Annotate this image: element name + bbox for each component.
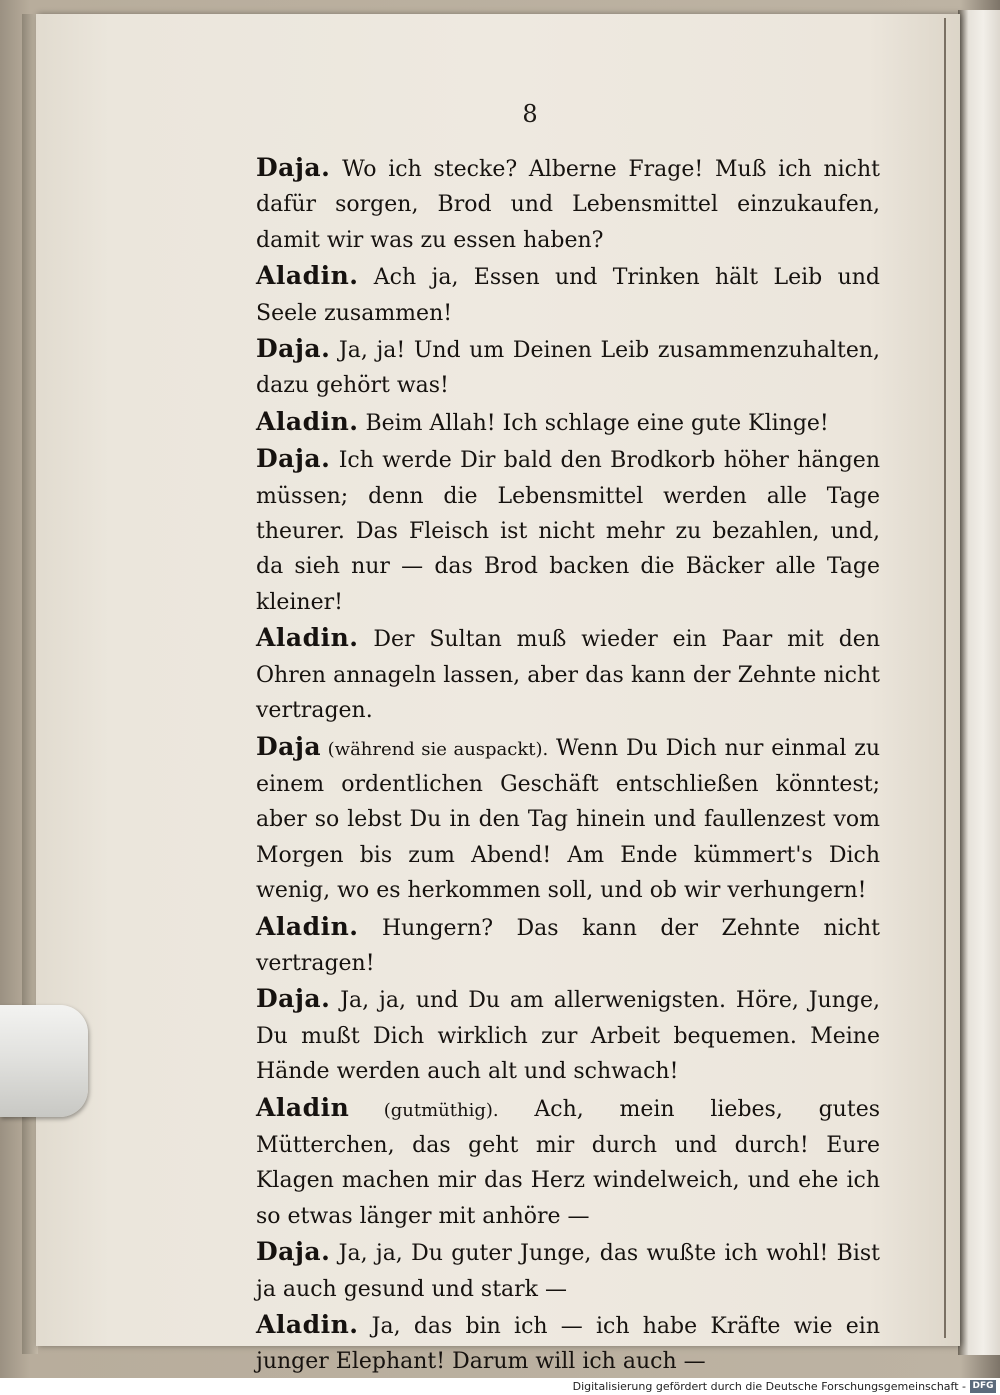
speaker-name: Aladin. bbox=[256, 911, 359, 941]
line-text: Ich werde Dir bald den Brodkorb höher hängen müssen; denn die Lebensmittel werden alle Tage theurer. Das Fleisch ist nicht mehr zu bezahlen, und, da sieh nur — das Brod backen die Bäcker alle Tage kleiner! bbox=[256, 448, 880, 615]
line-text: Ach, mein liebes, gutes Mütterchen, das geht mir durch und durch! Eure Klagen machen mir das Herz windelweich, und ehe ich so etwas länger mit anhöre — bbox=[256, 1096, 880, 1229]
speaker-name: Daja bbox=[256, 731, 322, 761]
funding-notice: Digitalisierung gefördert durch die Deutsche Forschungsgemeinschaft - bbox=[572, 1380, 966, 1393]
page-gutter bbox=[944, 18, 946, 1338]
dialogue-line bbox=[200, 620, 880, 728]
dialogue-line bbox=[200, 981, 880, 1089]
dialogue-line bbox=[200, 729, 880, 909]
dialogue-line bbox=[200, 150, 880, 258]
dialogue-line bbox=[200, 331, 880, 404]
line-text: Ach ja, Essen und Trinken hält Leib und Seele zusammen! bbox=[256, 265, 880, 326]
speaker-name: Daja. bbox=[256, 984, 331, 1014]
speaker-name: Aladin. bbox=[256, 406, 359, 436]
dialogue-text bbox=[200, 150, 880, 1380]
line-text: Ja, ja, Du guter Junge, das wußte ich wohl! Bist ja auch gesund und stark — bbox=[256, 1241, 880, 1302]
speaker-name: Aladin. bbox=[256, 261, 359, 291]
next-page-edge bbox=[958, 10, 1000, 1355]
dialogue-line bbox=[200, 1090, 880, 1235]
dialogue-line bbox=[200, 441, 880, 620]
dialogue-line bbox=[200, 258, 880, 331]
dfg-logo: DFG bbox=[970, 1380, 996, 1393]
dialogue-line bbox=[200, 1234, 880, 1307]
line-text: Hungern? Das kann der Zehnte nicht vertragen! bbox=[256, 915, 880, 976]
stage-direction: (während sie auspackt). bbox=[321, 738, 549, 760]
dialogue-line bbox=[200, 404, 880, 441]
line-text: Ja, ja! Und um Deinen Leib zusammenzuhalten, dazu gehört was! bbox=[256, 338, 880, 399]
line-text: Ja, ja, und Du am allerwenigsten. Höre, Junge, Du mußt Dich wirklich zur Arbeit bequemen. Meine Hände werden auch alt und schwach! bbox=[256, 988, 880, 1085]
speaker-name: Daja. bbox=[256, 1237, 331, 1267]
page-number: 8 bbox=[522, 100, 538, 128]
speaker-name: Daja. bbox=[256, 444, 331, 474]
line-text: Der Sultan muß wieder ein Paar mit den Ohren annageln lassen, aber das kann der Zehnte nicht vertragen. bbox=[256, 627, 880, 724]
line-text: Ja, das bin ich — ich habe Kräfte wie ein junger Elephant! Darum will ich auch — bbox=[256, 1314, 880, 1375]
speaker-name: Daja. bbox=[256, 153, 331, 182]
dialogue-line bbox=[200, 1307, 880, 1380]
dialogue-line bbox=[200, 909, 880, 982]
speaker-name: Daja. bbox=[256, 334, 331, 364]
speaker-name: Aladin bbox=[256, 1092, 350, 1122]
line-text: Beim Allah! Ich schlage eine gute Klinge! bbox=[358, 410, 829, 436]
speaker-name: Aladin. bbox=[256, 1310, 359, 1339]
page-clip bbox=[0, 1005, 88, 1117]
line-text: Wo ich stecke? Alberne Frage! Muß ich nicht dafür sorgen, Brod und Lebensmittel einzukaufen, damit wir was zu essen haben? bbox=[256, 157, 880, 253]
speaker-name: Aladin. bbox=[256, 623, 359, 653]
line-text: Wenn Du Dich nur einmal zu einem ordentlichen Geschäft entschließen könntest; aber so lebst Du in den Tag hinein und faullenzest vom Morgen bis zum Abend! Am Ende kümmert's Dich wenig, wo es herkommen soll, und ob wir verhungern! bbox=[256, 735, 881, 904]
footer-bar bbox=[0, 1378, 1000, 1395]
stage-direction: (gutmüthig). bbox=[349, 1099, 499, 1121]
